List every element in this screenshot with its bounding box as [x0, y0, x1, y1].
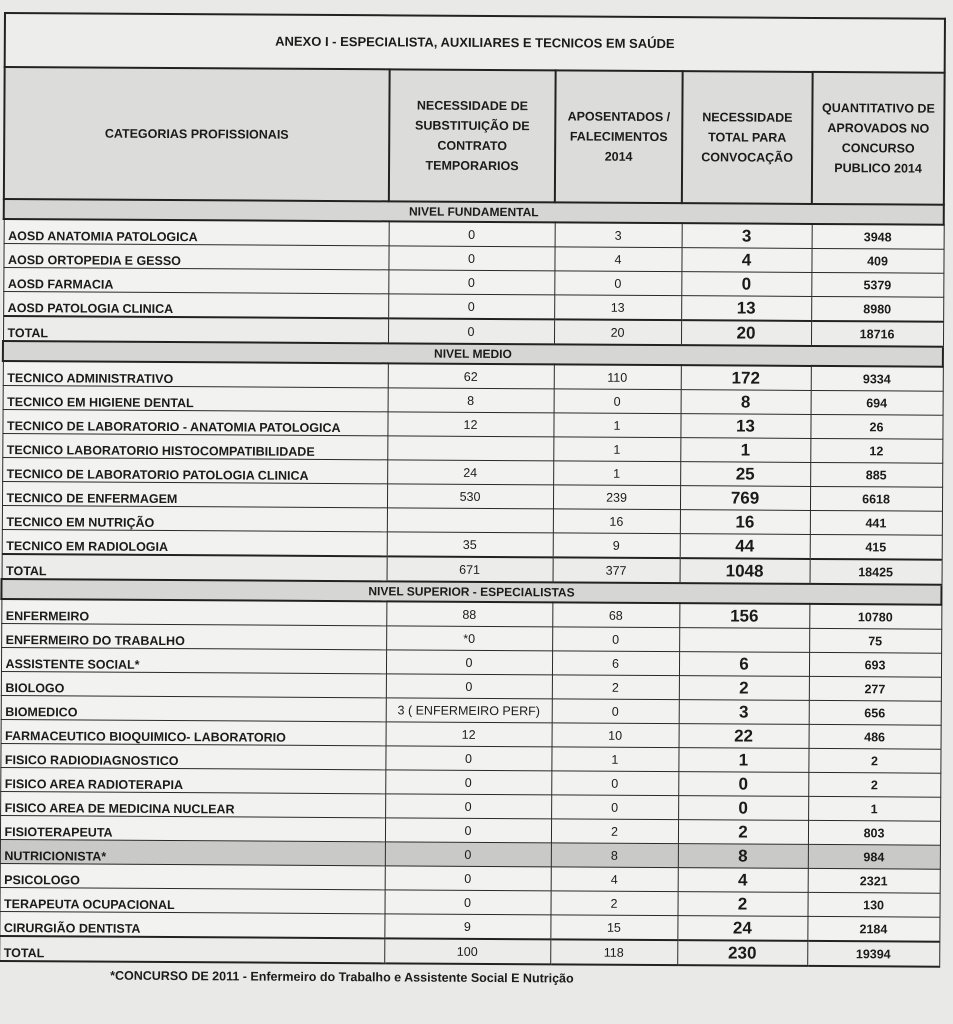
substituicao-cell: 0	[385, 818, 551, 843]
substituicao-cell	[387, 508, 553, 533]
category-cell: TECNICO EM HIGIENE DENTAL	[3, 385, 388, 411]
necessidade-total-cell: 769	[680, 486, 810, 511]
category-cell: BIOLOGO	[1, 671, 386, 697]
necessidade-total-cell: 1	[678, 748, 808, 773]
necessidade-total-cell: 230	[677, 940, 807, 966]
table-title: ANEXO I - ESPECIALISTA, AUXILIARES E TECNICOS EM SAÚDE	[5, 13, 945, 73]
category-cell: TECNICO EM RADIOLOGIA	[2, 529, 387, 556]
substituicao-cell: *0	[386, 626, 552, 651]
aposentados-cell: 110	[554, 364, 681, 389]
necessidade-total-cell: 13	[681, 296, 811, 321]
category-cell: AOSD PATOLOGIA CLINICA	[3, 292, 388, 319]
aposentados-cell: 377	[553, 557, 680, 583]
aprovados-cell: 19394	[807, 941, 939, 967]
category-cell: AOSD ORTOPEDIA E GESSO	[3, 244, 388, 270]
category-cell: FISICO RADIODIAGNOSTICO	[0, 743, 385, 769]
category-cell: FISICO AREA DE MEDICINA NUCLEAR	[0, 791, 385, 817]
substituicao-cell: 8	[388, 388, 554, 413]
aprovados-cell: 2	[808, 748, 940, 773]
necessidade-total-cell: 4	[678, 868, 808, 893]
necessidade-total-cell: 2	[679, 676, 809, 701]
necessidade-total-cell: 2	[678, 820, 808, 845]
category-cell: FISICO AREA RADIOTERAPIA	[0, 767, 385, 793]
necessidade-total-cell: 20	[681, 320, 811, 346]
category-cell: CIRURGIÃO DENTISTA	[0, 911, 384, 938]
necessidade-total-cell: 156	[679, 603, 809, 628]
aprovados-cell: 409	[811, 248, 943, 273]
category-cell: TECNICO LABORATORIO HISTOCOMPATIBILIDADE	[2, 433, 387, 459]
necessidade-total-cell: 172	[681, 365, 811, 390]
category-cell: TOTAL	[0, 936, 384, 963]
substituicao-cell: 24	[387, 460, 553, 485]
aprovados-cell: 415	[810, 534, 942, 559]
col-header-categoria: CATEGORIAS PROFISSIONAIS	[4, 67, 390, 201]
necessidade-total-cell: 16	[680, 510, 810, 535]
aposentados-cell: 4	[551, 867, 678, 892]
section-label: NIVEL MEDIO	[3, 341, 943, 367]
aprovados-cell: 1	[808, 796, 940, 821]
aposentados-cell: 1	[551, 747, 678, 772]
necessidade-total-cell	[679, 628, 809, 653]
aposentados-cell: 0	[552, 699, 679, 724]
necessidade-total-cell: 13	[680, 414, 810, 439]
substituicao-cell: 12	[387, 412, 553, 437]
substituicao-cell: 0	[386, 650, 552, 675]
category-cell: TERAPEUTA OCUPACIONAL	[0, 887, 385, 913]
category-cell: BIOMEDICO	[1, 695, 386, 721]
aposentados-cell: 15	[550, 915, 677, 940]
category-cell: TECNICO ADMINISTRATIVO	[3, 361, 388, 388]
substituicao-cell: 0	[388, 246, 554, 271]
substituicao-cell: 12	[386, 722, 552, 747]
necessidade-total-cell: 0	[678, 772, 808, 797]
necessidade-total-cell: 4	[681, 248, 811, 273]
document-sheet	[0, 12, 944, 988]
aposentados-cell: 20	[554, 319, 681, 345]
aposentados-cell: 16	[553, 509, 680, 534]
aposentados-cell: 8	[551, 843, 678, 868]
category-cell: TECNICO EM NUTRIÇÃO	[2, 505, 387, 531]
necessidade-total-cell: 0	[678, 796, 808, 821]
section-label: NIVEL FUNDAMENTAL	[4, 199, 944, 225]
aprovados-cell: 656	[809, 700, 941, 725]
substituicao-cell: 100	[384, 938, 550, 964]
aprovados-cell: 984	[808, 844, 940, 869]
necessidade-total-cell: 24	[677, 916, 807, 941]
substituicao-cell: 0	[388, 318, 554, 344]
aposentados-cell: 0	[551, 795, 678, 820]
category-cell: AOSD FARMACIA	[3, 268, 388, 294]
substituicao-cell: 0	[384, 890, 550, 915]
substituicao-cell: 88	[386, 601, 552, 627]
substituicao-cell: 0	[386, 674, 552, 699]
substituicao-cell: 0	[385, 842, 551, 867]
aprovados-cell: 12	[810, 438, 942, 463]
aposentados-cell: 1	[553, 461, 680, 486]
aposentados-cell: 1	[553, 413, 680, 438]
aposentados-cell: 10	[552, 723, 679, 748]
footnote: *CONCURSO DE 2011 - Enfermeiro do Trabalho e Assistente Social E Nutrição	[110, 968, 574, 986]
section-label: NIVEL SUPERIOR - ESPECIALISTAS	[1, 579, 941, 605]
necessidade-total-cell: 1048	[680, 558, 810, 584]
column-header-row	[4, 67, 945, 205]
aposentados-cell: 0	[554, 271, 681, 296]
aprovados-cell: 885	[810, 462, 942, 487]
aprovados-cell: 3948	[812, 224, 944, 249]
aprovados-cell: 693	[809, 652, 941, 677]
substituicao-cell: 0	[385, 794, 551, 819]
aprovados-cell: 18425	[810, 559, 942, 585]
necessidade-total-cell: 3	[679, 700, 809, 725]
aprovados-cell: 2321	[808, 868, 940, 893]
necessidade-total-cell: 3	[682, 223, 812, 248]
aposentados-cell: 0	[551, 771, 678, 796]
category-cell: TOTAL	[3, 316, 388, 343]
category-cell: PSICOLOGO	[0, 863, 385, 889]
aposentados-cell: 239	[553, 485, 680, 510]
col-header-aposentados: APOSENTADOS / FALECIMENTOS 2014	[555, 70, 683, 203]
col-header-substituicao: NECESSIDADE DE SUBSTITUIÇÃO DE CONTRATO TEMPORARIOS	[389, 69, 556, 202]
substituicao-cell: 3 ( ENFERMEIRO PERF)	[386, 698, 552, 723]
aprovados-cell: 803	[808, 820, 940, 845]
necessidade-total-cell: 25	[680, 462, 810, 487]
necessidade-total-cell: 8	[681, 390, 811, 415]
aposentados-cell: 0	[552, 627, 679, 652]
aprovados-cell: 6618	[810, 486, 942, 511]
category-cell: TECNICO DE LABORATORIO PATOLOGIA CLINICA	[2, 457, 387, 483]
substituicao-cell: 530	[387, 484, 553, 509]
aprovados-cell: 18716	[811, 321, 943, 347]
aprovados-cell: 2184	[807, 916, 939, 941]
substituicao-cell: 35	[387, 532, 553, 558]
category-cell: TECNICO DE ENFERMAGEM	[2, 481, 387, 507]
aposentados-cell: 6	[552, 651, 679, 676]
category-cell: ENFERMEIRO	[1, 599, 386, 626]
aprovados-cell: 9334	[811, 366, 943, 391]
aposentados-cell: 68	[552, 602, 679, 627]
aprovados-cell: 277	[809, 676, 941, 701]
aposentados-cell: 118	[550, 939, 677, 965]
aposentados-cell: 3	[555, 222, 682, 247]
necessidade-total-cell: 8	[678, 844, 808, 869]
substituicao-cell: 0	[388, 270, 554, 295]
total-row	[0, 936, 939, 967]
category-cell: NUTRICIONISTA*	[0, 839, 385, 865]
aposentados-cell: 2	[550, 891, 677, 916]
aposentados-cell: 9	[553, 533, 680, 558]
aposentados-cell: 0	[554, 389, 681, 414]
substituicao-cell: 671	[387, 556, 553, 582]
necessidade-total-cell: 0	[681, 272, 811, 297]
category-cell: FARMACEUTICO BIOQUIMICO- LABORATORIO	[1, 719, 386, 745]
aprovados-cell: 5379	[811, 272, 943, 297]
aprovados-cell: 694	[811, 390, 943, 415]
necessidade-total-cell: 44	[680, 534, 810, 559]
substituicao-cell: 0	[388, 294, 554, 320]
substituicao-cell: 0	[385, 770, 551, 795]
category-cell: TECNICO DE LABORATORIO - ANATOMIA PATOLOGICA	[2, 409, 387, 435]
necessidade-total-cell: 22	[679, 724, 809, 749]
aprovados-cell: 486	[809, 724, 941, 749]
substituicao-cell: 0	[385, 746, 551, 771]
category-cell: AOSD ANATOMIA PATOLOGICA	[4, 219, 389, 246]
aprovados-cell: 8980	[811, 296, 943, 321]
aprovados-cell: 130	[807, 892, 939, 917]
category-cell: ENFERMEIRO DO TRABALHO	[1, 623, 386, 649]
aposentados-cell: 2	[551, 819, 678, 844]
aposentados-cell: 4	[554, 247, 681, 272]
necessidade-total-cell: 2	[677, 892, 807, 917]
col-header-necessidade-total: NECESSIDADE TOTAL PARA CONVOCAÇÃO	[682, 71, 813, 204]
aprovados-cell: 2	[808, 772, 940, 797]
aprovados-cell: 75	[809, 628, 941, 653]
aposentados-cell: 2	[552, 675, 679, 700]
aposentados-cell: 1	[553, 437, 680, 462]
substituicao-cell: 62	[388, 363, 554, 389]
aposentados-cell: 13	[554, 295, 681, 320]
necessidade-total-cell: 6	[679, 652, 809, 677]
necessidade-total-cell: 1	[680, 438, 810, 463]
category-cell: TOTAL	[2, 554, 387, 581]
col-header-aprovados: QUANTITATIVO DE APROVADOS NO CONCURSO PUBLICO 2014	[812, 72, 945, 205]
category-cell: FISIOTERAPEUTA	[0, 815, 385, 841]
substituicao-cell: 0	[385, 866, 551, 891]
substituicao-cell: 0	[389, 221, 555, 247]
substituicao-cell: 9	[384, 914, 550, 940]
substituicao-cell	[387, 436, 553, 461]
staffing-table	[0, 12, 946, 968]
category-cell: ASSISTENTE SOCIAL*	[1, 647, 386, 673]
aprovados-cell: 26	[810, 414, 942, 439]
aprovados-cell: 10780	[809, 604, 941, 629]
aprovados-cell: 441	[810, 510, 942, 535]
